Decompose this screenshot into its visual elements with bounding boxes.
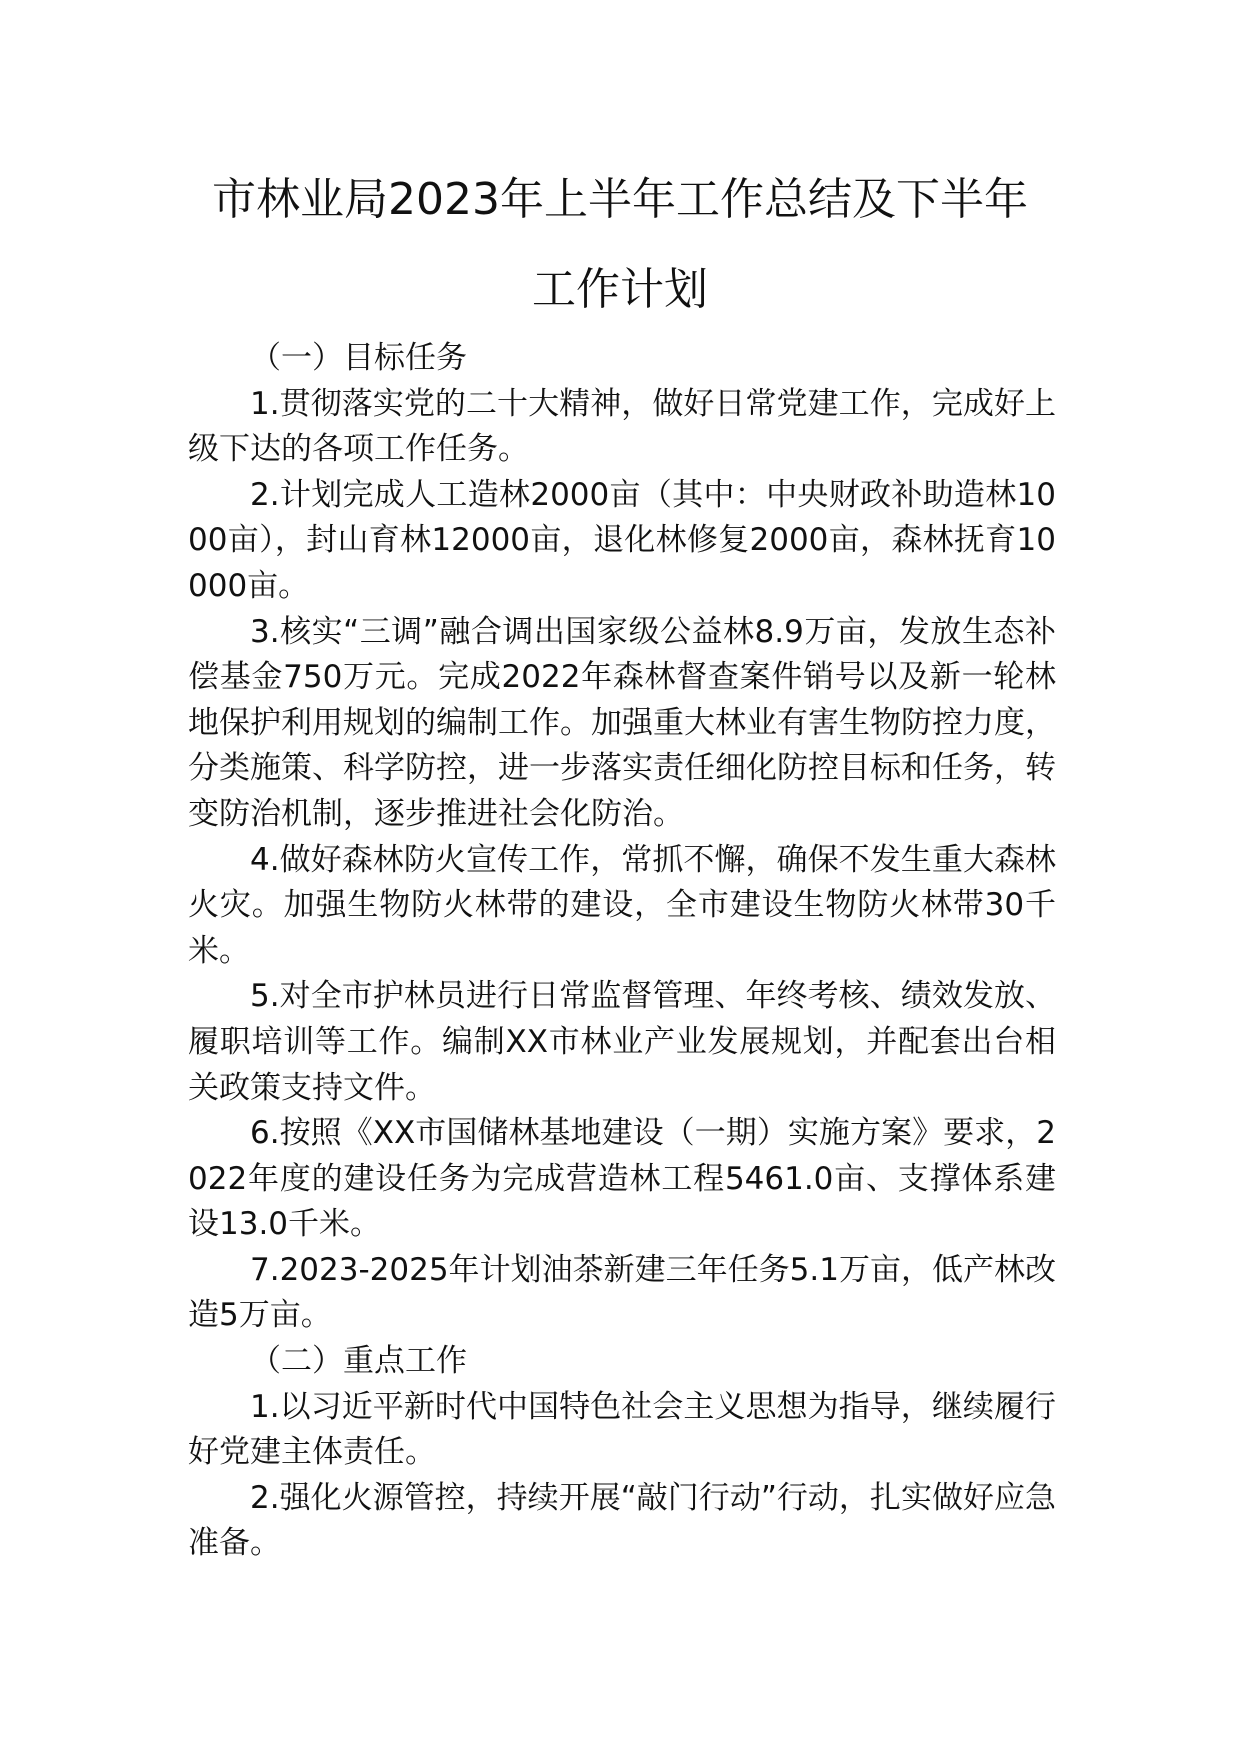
paragraph-target-2: 2.计划完成人工造林2000亩（其中：中央财政补助造林1000亩），封山育林12000亩，退化林修复2000亩，森林抚育10000亩。 — [188, 476, 1056, 604]
paragraph-target-1: 1.贯彻落实党的二十大精神，做好日常党建工作，完成好上级下达的各项工作任务。 — [188, 385, 1056, 468]
document-body — [188, 336, 1056, 1567]
paragraph-key-work-1: 1.以习近平新时代中国特色社会主义思想为指导，继续履行好党建主体责任。 — [188, 1388, 1056, 1471]
section-heading-targets: （一）目标任务 — [250, 340, 467, 376]
paragraph-target-3: 3.核实“三调”融合调出国家级公益林8.9万亩，发放生态补偿基金750万元。完成2022年森林督查案件销号以及新一轮林地保护利用规划的编制工作。加强重大林业有害生物防控力度，分类施策、科学防控，进一步落实责任细化防控目标和任务，转变防治机制，逐步推进社会化防治。 — [188, 613, 1056, 832]
document-title-line-1: 市林业局2023年上半年工作总结及下半年 — [212, 174, 1028, 225]
paragraph-target-5: 5.对全市护林员进行日常监督管理、年终考核、绩效发放、履职培训等工作。编制XX市林业产业发展规划，并配套出台相关政策支持文件。 — [188, 978, 1056, 1106]
paragraph-target-6: 6.按照《XX市国储林基地建设（一期）实施方案》要求，2022年度的建设任务为完成营造林工程5461.0亩、支撑体系建设13.0千米。 — [188, 1115, 1056, 1243]
section-heading-key-work: （二）重点工作 — [250, 1343, 467, 1380]
paragraph-key-work-2: 2.强化火源管控，持续开展“敲门行动”行动，扎实做好应急准备。 — [188, 1479, 1056, 1562]
paragraph-target-7: 7.2023-2025年计划油茶新建三年任务5.1万亩，低产林改造5万亩。 — [188, 1251, 1056, 1334]
document-title-line-2: 工作计划 — [532, 264, 708, 315]
paragraph-target-4: 4.做好森林防火宣传工作，常抓不懈，确保不发生重大森林火灾。加强生物防火林带的建设，全市建设生物防火林带30千米。 — [188, 841, 1056, 969]
